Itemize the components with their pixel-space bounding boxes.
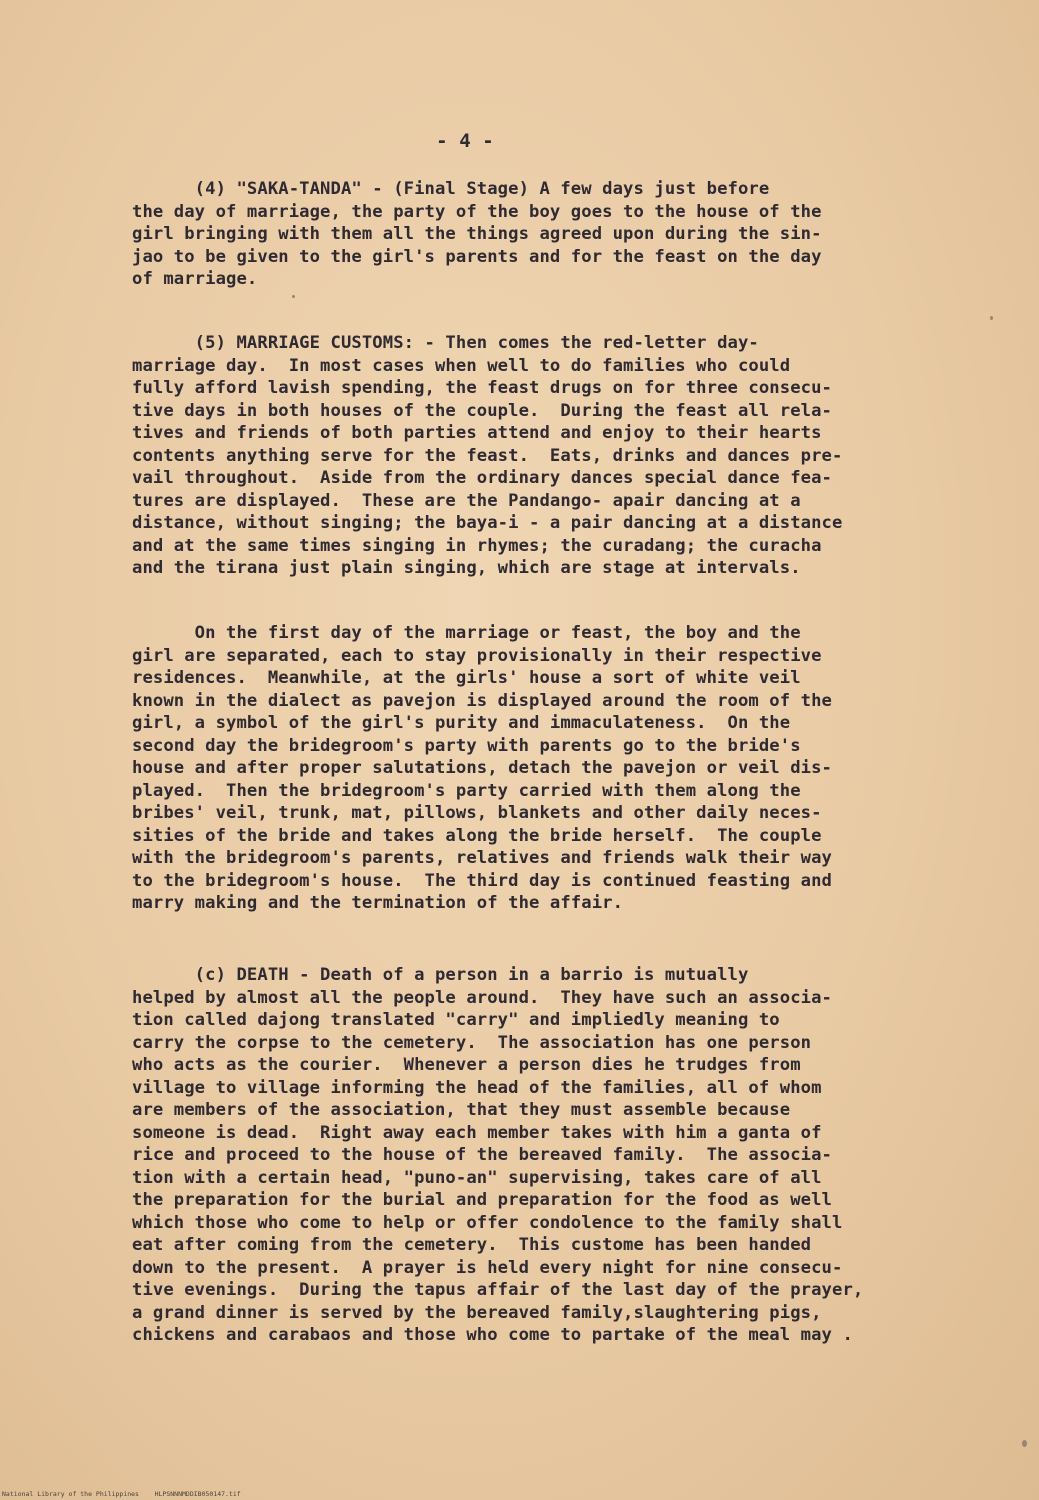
paper-speck [1022, 1440, 1027, 1447]
paragraph-first-day: On the first day of the marriage or feast, the boy and the girl are separated, each to stay provisionally in their respective residences. Meanwhile, at the girls' house a sort of white veil known in the dialect as pavejon is displayed around the room of the girl, a symbol of the girl's purity and immaculateness. On the second day the bridegroom's party with parents go to the bride's house and after proper salutations, detach the pavejon or veil dis- played. Then the bridegroom's party carried with them along the bribes' veil, trunk, mat, pillows, blankets and other daily neces- sities of the bride and takes along the bride herself. The couple with the bridegroom's parents, relatives and friends walk their way to the bridegroom's house. The third day is continued feasting and marry making and the termination of the affair. [132, 623, 832, 913]
paragraph-death: (c) DEATH - Death of a person in a barrio is mutually helped by almost all the people around. They have such an associa- tion called dajong translated "carry" and impliedly meaning to carry the corpse to the cemetery. The association has one person who acts as the courier. Whenever a person dies he trudges from village to village informing the head of the families, all of whom are members of the association, that they must assemble because someone is dead. Right away each member takes with him a ganta of rice and proceed to the house of the bereaved family. The associa- tion with a certain head, "puno-an" supervising, takes care of all the preparation for the burial and preparation for the food as well which those who come to help or offer condolence to the family shall eat after coming from the cemetery. This custome has been handed down to the present. A prayer is held every night for nine consecu- tive evenings. During the tapus affair of the last day of the prayer, a grand dinner is served by the bereaved family,slaughtering pigs, chickens and carabaos and those who come to partake of the meal may . [132, 965, 864, 1345]
paragraph-marriage-customs: (5) MARRIAGE CUSTOMS: - Then comes the red-letter day- marriage day. In most cases when well to do families who could fully afford lavish spending, the feast drugs on for three consecu- tive days in both houses of the couple. During the feast all rela- tives and friends of both parties attend and enjoy to their hearts contents anything serve for the feast. Eats, drinks and dances pre- vail throughout. Aside from the ordinary dances special dance fea- tures are displayed. These are the Pandango- apair dancing at a distance, without singing; the baya-i - a pair dancing at a distance and at the same times singing in rhymes; the curadang; the curacha and the tirana just plain singing, which are stage at intervals. [132, 333, 843, 578]
paper-speck [292, 295, 295, 298]
paper-speck [990, 316, 993, 320]
archive-footer: National Library of the Philippines HLPSNNNMDDIB050147.tif [2, 1490, 241, 1498]
paragraph-saka-tanda: (4) "SAKA-TANDA" - (Final Stage) A few days just before the day of marriage, the party of the boy goes to the house of the girl bringing with them all the things agreed upon during the sin- jao to be given to the girl's parents and for the feast on the day of marriage. [132, 179, 822, 289]
page-number: - 4 - [436, 130, 494, 152]
